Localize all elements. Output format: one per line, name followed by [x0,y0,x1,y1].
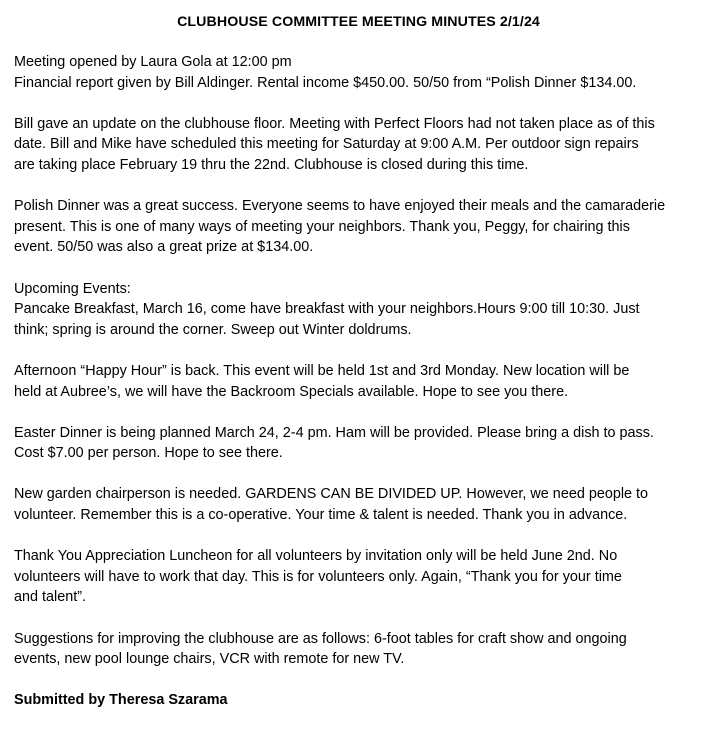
text-line: Suggestions for improving the clubhouse are as follows: 6-foot tables for craft show and ongoing [14,630,627,647]
text-line: volunteer. Remember this is a co-operative. Your time & talent is needed. Thank you in advance. [14,507,628,524]
text-line: volunteers will have to work that day. This is for volunteers only. Again, “Thank you for your time [14,568,622,585]
paragraph-suggestions [14,629,703,670]
paragraph-happy-hour [14,361,703,402]
text-line: date. Bill and Mike have scheduled this meeting for Saturday at 9:00 A.M. Per outdoor sign repairs [14,136,639,153]
text-line: Thank You Appreciation Luncheon for all volunteers by invitation only will be held June 2nd. No [14,548,618,565]
paragraph-clubhouse-floor [14,114,703,176]
text-line: present. This is one of many ways of meeting your neighbors. Thank you, Peggy, for chairing this [14,218,630,235]
text-line: New garden chairperson is needed. GARDENS CAN BE DIVIDED UP. However, we need people to [14,486,649,503]
text-line: and talent”. [14,589,87,606]
text-line: are taking place February 19 thru the 22nd. Clubhouse is closed during this time. [14,156,529,173]
text-line: Cost $7.00 per person. Hope to see there. [14,445,283,462]
paragraph-polish-dinner [14,196,703,258]
text-line: events, new pool lounge chairs, VCR with remote for new TV. [14,651,405,668]
text-line: Easter Dinner is being planned March 24, 2-4 pm. Ham will be provided. Please bring a dish to pass. [14,424,654,441]
paragraph-meeting-opened [14,52,703,93]
paragraph-appreciation-luncheon [14,546,703,608]
text-line: Polish Dinner was a great success. Everyone seems to have enjoyed their meals and the camaraderie [14,198,666,215]
text-line: Financial report given by Bill Aldinger. Rental income $450.00. 50/50 from “Polish Dinner $134.00. [14,74,637,91]
text-line: Upcoming Events: [14,280,131,297]
text-line: Pancake Breakfast, March 16, come have breakfast with your neighbors.Hours 9:00 till 10:30. Just [14,301,640,318]
submitted-by: Submitted by Theresa Szarama [14,692,228,709]
text-line: Meeting opened by Laura Gola at 12:00 pm [14,54,292,70]
text-line: Afternoon “Happy Hour” is back. This event will be held 1st and 3rd Monday. New location will be [14,362,630,379]
paragraph-garden-chairperson [14,484,703,525]
text-line: Bill gave an update on the clubhouse floor. Meeting with Perfect Floors had not taken place as of this [14,115,655,132]
text-line: held at Aubree’s, we will have the Backroom Specials available. Hope to see you there. [14,383,569,400]
paragraph-upcoming-events [14,279,703,341]
text-line: event. 50/50 was also a great prize at $134.00. [14,239,314,256]
paragraph-easter-dinner [14,423,703,464]
text-line: think; spring is around the corner. Sweep out Winter doldrums. [14,321,412,338]
document-title: CLUBHOUSE COMMITTEE MEETING MINUTES 2/1/24 [177,14,540,30]
